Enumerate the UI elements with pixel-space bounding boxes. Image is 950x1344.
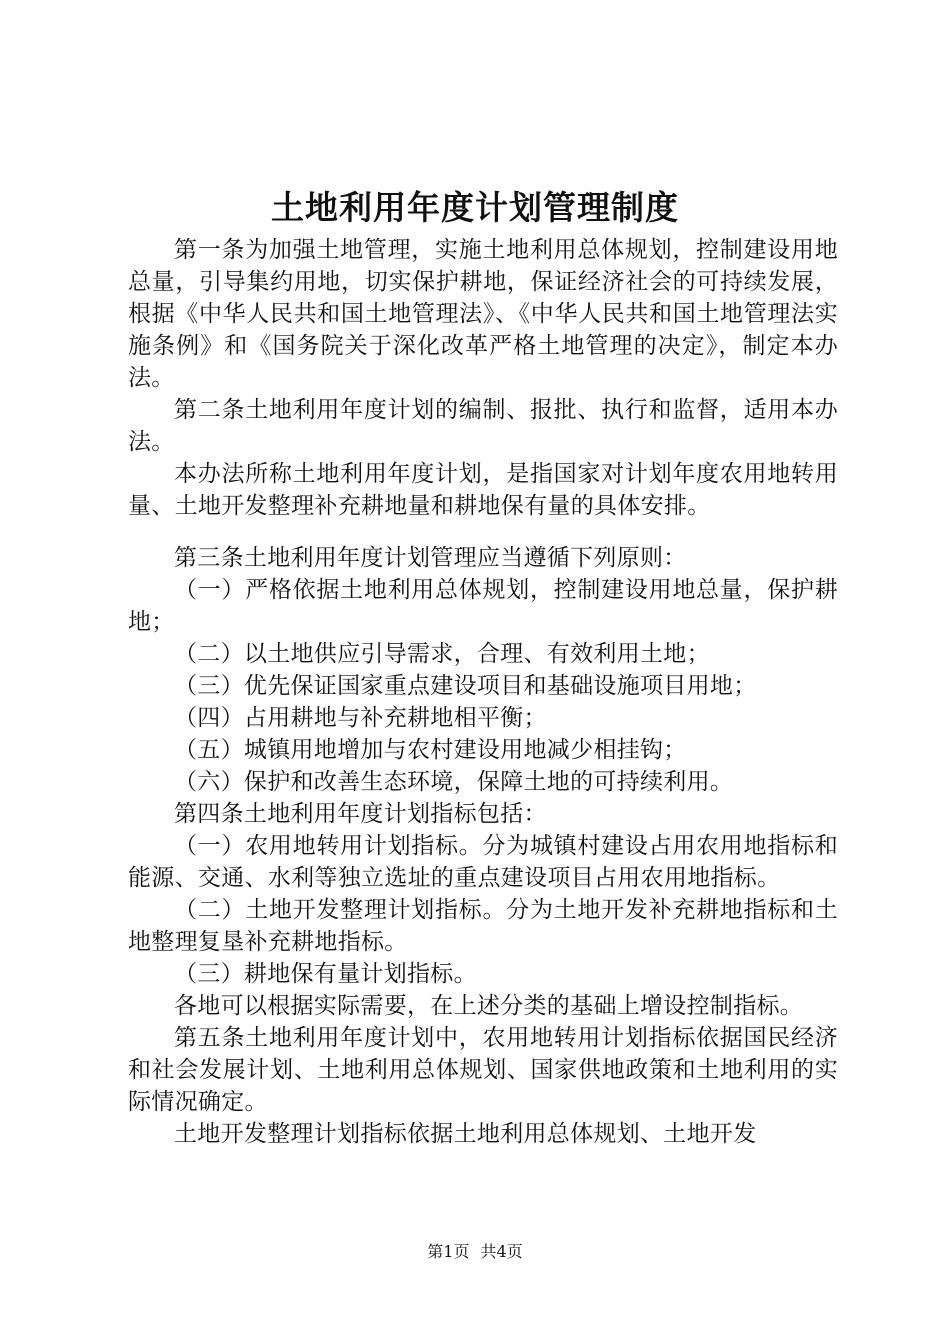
- list-item-principle-5: （五）城镇用地增加与农村建设用地减少相挂钩；: [174, 737, 687, 763]
- document-title: 土地利用年度计划管理制度: [271, 188, 679, 227]
- page-footer: [0, 1240, 950, 1264]
- list-item-indicator-3: （三）耕地保有量计划指标。: [174, 961, 477, 987]
- paragraph-article-5: 第五条土地利用年度计划中，农用地转用计划指标依据国民经济和社会发展计划、土地利用总体规划、国家供地政策和土地利用的实际情况确定。: [128, 1025, 838, 1115]
- list-item-indicator-2: （二）土地开发整理计划指标。分为土地开发补充耕地指标和土地整理复垦补充耕地指标。: [128, 897, 838, 955]
- list-item-principle-6: （六）保护和改善生态环境，保障土地的可持续利用。: [174, 769, 734, 795]
- list-item-principle-1: （一）严格依据土地利用总体规划，控制建设用地总量，保护耕地；: [128, 577, 838, 635]
- list-item-principle-3: （三）优先保证国家重点建设项目和基础设施项目用地；: [174, 673, 757, 699]
- paragraph-article-1: 第一条为加强土地管理，实施土地利用总体规划，控制建设用地总量，引导集约用地，切实保护耕地，保证经济社会的可持续发展，根据《中华人民共和国土地管理法》、《中华人民共和国土地管理法实施条例》和《国务院关于深化改革严格土地管理的决定》，制定本办法。: [128, 237, 838, 391]
- paragraph-definition: 本办法所称土地利用年度计划，是指国家对计划年度农用地转用量、土地开发整理补充耕地量和耕地保有量的具体安排。: [128, 461, 838, 519]
- paragraph-article-2: 第二条土地利用年度计划的编制、报批、执行和监督，适用本办法。: [128, 397, 838, 455]
- list-item-indicator-1: （一）农用地转用计划指标。分为城镇村建设占用农用地指标和能源、交通、水利等独立选址的重点建设项目占用农用地指标。: [128, 833, 838, 891]
- paragraph-gap: [128, 522, 838, 542]
- paragraph-article-4: 第四条土地利用年度计划指标包括：: [174, 801, 547, 827]
- paragraph-additional-indicators: 各地可以根据实际需要，在上述分类的基础上增设控制指标。: [174, 993, 804, 1019]
- document-body: [128, 234, 838, 1150]
- list-item-principle-4: （四）占用耕地与补充耕地相平衡；: [174, 705, 547, 731]
- list-item-principle-2: （二）以土地供应引导需求，合理、有效利用土地；: [174, 641, 710, 667]
- page-total: 共4页: [480, 1242, 523, 1261]
- paragraph-article-3: 第三条土地利用年度计划管理应当遵循下列原则：: [174, 545, 687, 571]
- page-number: 第1页: [427, 1242, 470, 1261]
- paragraph-land-development: 土地开发整理计划指标依据土地利用总体规划、土地开发: [174, 1121, 757, 1147]
